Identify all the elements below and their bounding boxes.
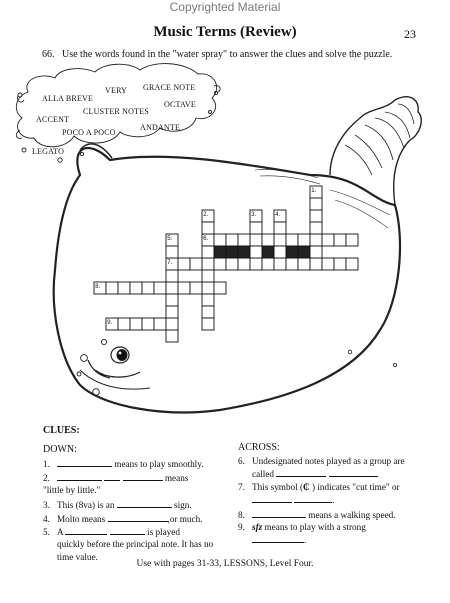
crossword-cell[interactable] <box>310 222 322 234</box>
spray-word: OCTAVE <box>164 100 196 109</box>
cell-number: 6. <box>203 236 209 242</box>
cell-number: 3. <box>251 212 257 218</box>
cell-number: 2. <box>203 212 209 218</box>
instruction-text: Use the words found in the "water spray" to answer the clues and solve the puzzle. <box>62 49 393 60</box>
crossword-cell[interactable] <box>154 318 166 330</box>
crossword-cell[interactable] <box>202 258 214 270</box>
crossword-cell[interactable] <box>262 258 274 270</box>
crossword-cell[interactable] <box>166 270 178 282</box>
sfz-mark: sfz <box>252 522 263 532</box>
crossword-cell[interactable] <box>322 234 334 246</box>
crossword-cell[interactable] <box>274 246 286 258</box>
shaded-cell <box>286 246 298 258</box>
answer-blank <box>294 493 332 503</box>
answer-blank <box>108 512 168 522</box>
crossword-cell[interactable] <box>226 258 238 270</box>
crossword-cell[interactable] <box>142 282 154 294</box>
crossword-cell[interactable] <box>274 258 286 270</box>
answer-blank <box>276 467 326 477</box>
shaded-cell <box>262 246 274 258</box>
page-title: Music Terms (Review) <box>153 24 297 40</box>
spray-word: GRACE NOTE <box>143 83 196 92</box>
crossword-cell[interactable] <box>166 330 178 342</box>
down-clue-4: 4. Molto means ,or much. <box>43 514 203 524</box>
crossword-cell[interactable] <box>214 234 226 246</box>
crossword-cell[interactable] <box>202 222 214 234</box>
spray-word: POCO A POCO <box>62 128 116 137</box>
answer-blank <box>123 471 163 481</box>
cell-number: 7. <box>167 260 173 266</box>
crossword-cell[interactable] <box>130 318 142 330</box>
spray-word: CLUSTER NOTES <box>83 107 149 116</box>
cell-number: 5. <box>167 236 173 242</box>
across-clue-6: 6. Undesignated notes played as a group are called . <box>238 456 405 480</box>
spray-word: LEGATO <box>32 147 65 156</box>
crossword-cell[interactable] <box>178 282 190 294</box>
crossword-cell[interactable] <box>286 234 298 246</box>
crossword-cell[interactable] <box>250 234 262 246</box>
spray-word: ACCENT <box>36 115 70 124</box>
crossword-cell[interactable] <box>202 318 214 330</box>
crossword-cell[interactable] <box>166 306 178 318</box>
crossword-cell[interactable] <box>310 210 322 222</box>
crossword-cell[interactable] <box>154 282 166 294</box>
answer-blank <box>57 471 102 481</box>
crossword-cell[interactable] <box>238 234 250 246</box>
crossword-cell[interactable] <box>250 258 262 270</box>
crossword-cell[interactable] <box>214 282 226 294</box>
spray-word: ANDANTE <box>140 123 181 132</box>
crossword-cell[interactable] <box>250 222 262 234</box>
crossword-cell[interactable] <box>334 234 346 246</box>
crossword-cell[interactable] <box>226 234 238 246</box>
across-clue-7: 7. This symbol (₵ ) indicates "cut time" or . <box>238 482 400 506</box>
answer-blank <box>252 493 292 503</box>
cut-time-icon: ₵ <box>303 482 310 492</box>
crossword-cell[interactable] <box>298 234 310 246</box>
crossword-cell[interactable] <box>166 318 178 330</box>
crossword-cell[interactable] <box>334 258 346 270</box>
crossword-grid <box>94 186 358 342</box>
crossword-cell[interactable] <box>262 234 274 246</box>
crossword-cell[interactable] <box>310 234 322 246</box>
shaded-cell <box>238 246 250 258</box>
crossword-cell[interactable] <box>130 282 142 294</box>
crossword-cell[interactable] <box>202 306 214 318</box>
across-clue-8: 8. means a walking speed. <box>238 510 396 520</box>
cell-number: 9. <box>107 320 113 326</box>
down-clue-5: 5. A is played quickly before the principal note. It has no time value. <box>43 527 214 562</box>
crossword-cell[interactable] <box>178 258 190 270</box>
answer-blank <box>104 471 120 481</box>
across-clue-9: 9. sfz means to play with a strong . <box>238 522 366 546</box>
cell-number: 4. <box>275 212 281 218</box>
crossword-cell[interactable] <box>202 282 214 294</box>
cell-number: 8. <box>95 284 101 290</box>
crossword-cell[interactable] <box>118 282 130 294</box>
crossword-cell[interactable] <box>166 294 178 306</box>
crossword-cell[interactable] <box>166 246 178 258</box>
shaded-cell <box>298 246 310 258</box>
crossword-cell[interactable] <box>202 294 214 306</box>
crossword-cell[interactable] <box>202 246 214 258</box>
crossword-cell[interactable] <box>166 282 178 294</box>
crossword-cell[interactable] <box>310 258 322 270</box>
crossword-cell[interactable] <box>142 318 154 330</box>
crossword-cell[interactable] <box>322 258 334 270</box>
answer-blank <box>252 533 304 543</box>
crossword-cell[interactable] <box>298 258 310 270</box>
crossword-cell[interactable] <box>346 258 358 270</box>
answer-blank <box>65 525 107 535</box>
crossword-cell[interactable] <box>310 246 322 258</box>
crossword-cell[interactable] <box>190 282 202 294</box>
crossword-cell[interactable] <box>310 198 322 210</box>
crossword-cell[interactable] <box>106 282 118 294</box>
page-number: 23 <box>404 27 416 41</box>
crossword-cell[interactable] <box>250 246 262 258</box>
answer-blank <box>57 457 112 467</box>
answer-blank <box>110 525 145 535</box>
crossword-cell[interactable] <box>202 270 214 282</box>
spray-word: VERY <box>105 86 128 95</box>
footer-note: Use with pages 31-33, LESSONS, Level Four. <box>136 559 314 569</box>
down-clue-2: 2. means "little by little." <box>43 473 189 496</box>
crossword-cell[interactable] <box>238 258 250 270</box>
copyright-watermark: Copyrighted Material <box>169 0 281 14</box>
down-clue-1: 1. means to play smoothly. <box>43 459 204 469</box>
down-clue-3: 3. This (8va) is an sign. <box>43 500 192 510</box>
across-heading: ACROSS: <box>238 442 280 453</box>
crossword-cell[interactable] <box>274 222 286 234</box>
cell-number: 1. <box>311 188 317 194</box>
answer-blank <box>117 498 172 508</box>
shaded-cell <box>214 246 226 258</box>
crossword-cell[interactable] <box>274 234 286 246</box>
down-heading: DOWN: <box>43 444 77 455</box>
crossword-cell[interactable] <box>346 234 358 246</box>
shaded-cell <box>226 246 238 258</box>
crossword-cell[interactable] <box>190 258 202 270</box>
instruction-number: 66. <box>42 49 55 60</box>
answer-blank <box>252 508 306 518</box>
crossword-cell[interactable] <box>118 318 130 330</box>
crossword-cell[interactable] <box>214 258 226 270</box>
crossword-cell[interactable] <box>286 258 298 270</box>
answer-blank <box>329 467 377 477</box>
spray-word: ALLA BREVE <box>42 94 94 103</box>
clues-title: CLUES: <box>43 425 80 436</box>
